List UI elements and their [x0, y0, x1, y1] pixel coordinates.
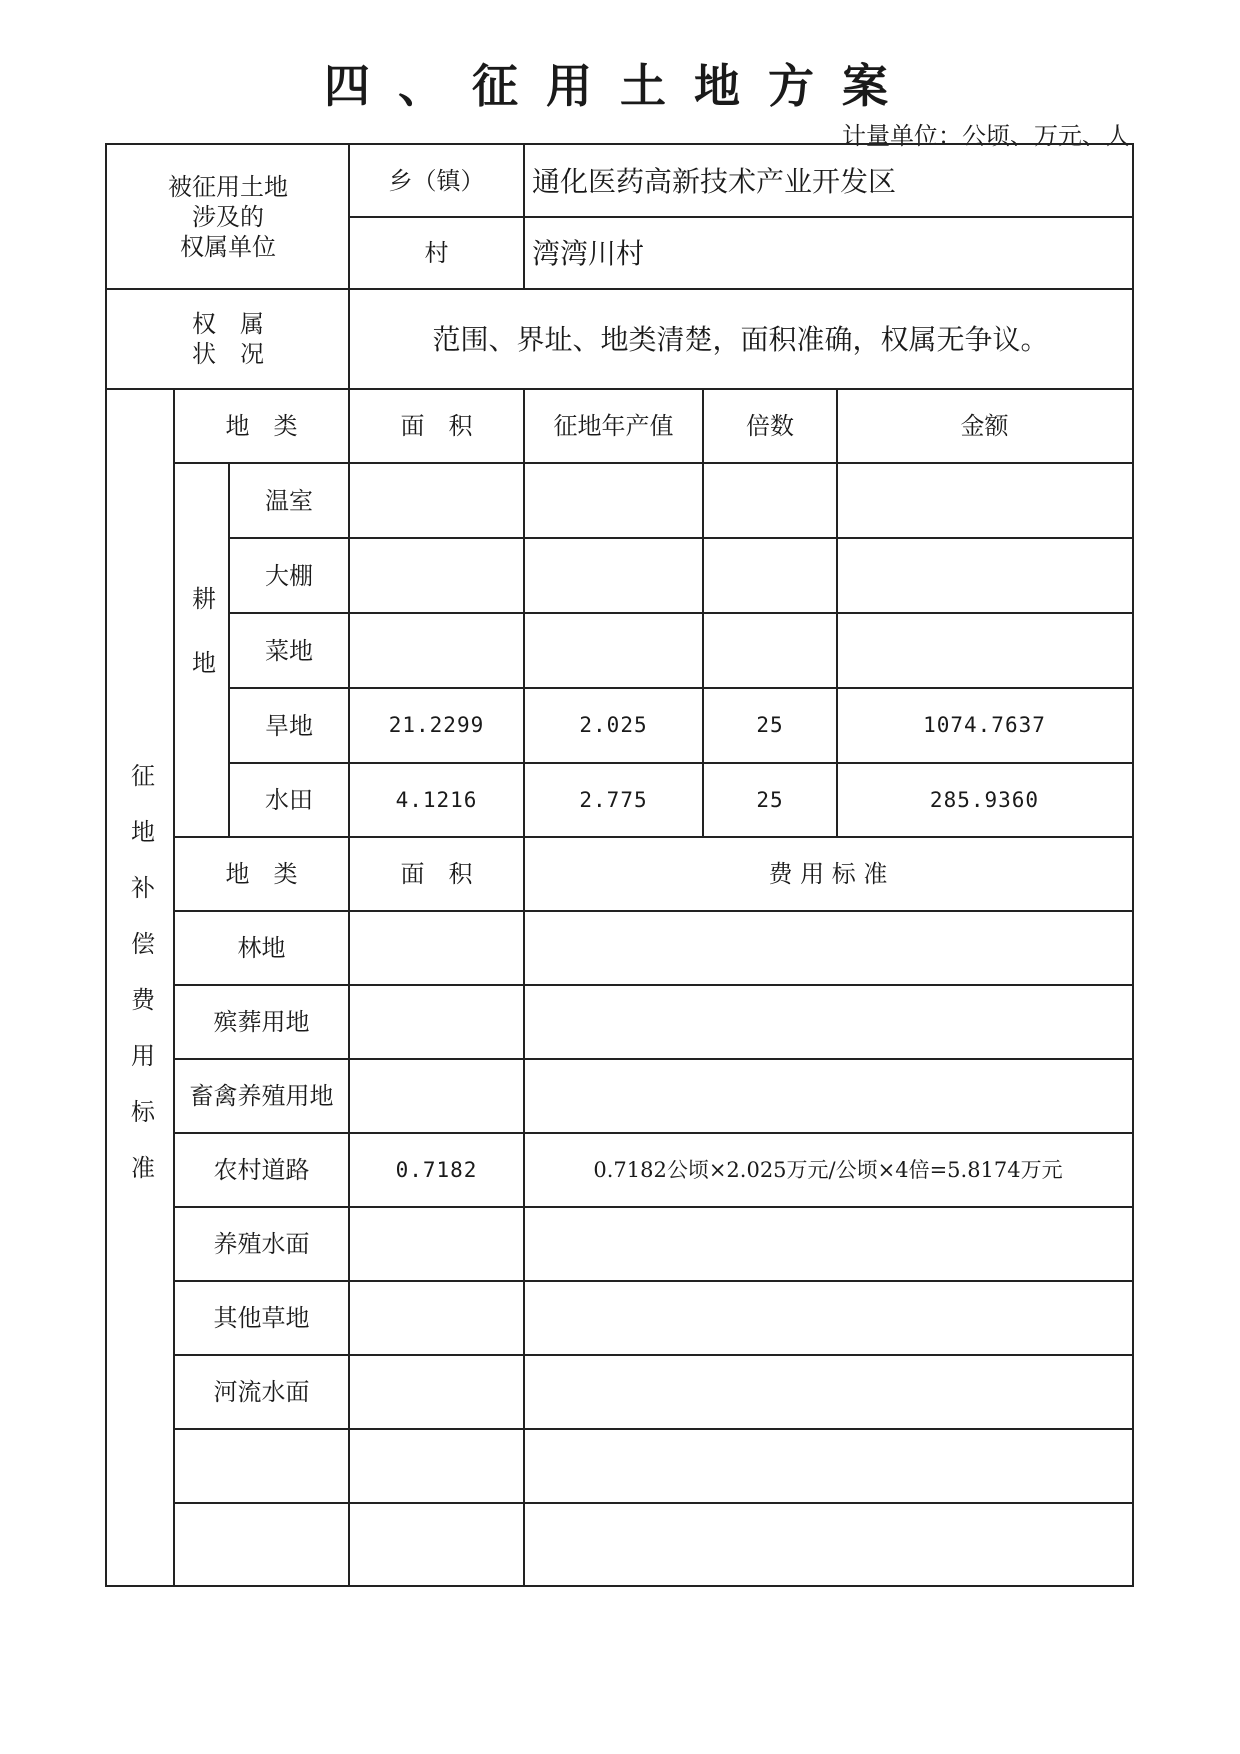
- t2-header-standard: 费 用 标 准: [768, 860, 888, 888]
- t2-row-standard: [524, 1207, 1132, 1281]
- t1-row-type: 旱地: [265, 711, 313, 740]
- t2-row-type: 林地: [237, 934, 286, 962]
- t1-row-type: 水田: [265, 786, 313, 814]
- township-value: 通化医药高新技术产业开发区: [532, 164, 897, 198]
- ownership-status-label: [107, 289, 349, 389]
- t1-row-type: 大棚: [265, 561, 313, 590]
- village-value: 湾湾川村: [532, 236, 645, 270]
- t1-row-amount: [837, 538, 1132, 613]
- compensation-section-label: [107, 389, 174, 1585]
- t2-row-standard: 0.7182公顷×2.025万元/公顷×4倍=5.8174万元: [593, 1157, 1063, 1182]
- t1-row-type: 温室: [265, 486, 313, 515]
- ownership-status-label-line2: 状 况: [192, 340, 264, 368]
- t2-row-type: 河流水面: [213, 1378, 310, 1406]
- t1-row-type: 菜地: [265, 636, 313, 665]
- t1-header-annual-value: 征地年产值: [553, 412, 674, 440]
- t1-row-area: 21.2299: [388, 713, 485, 738]
- t1-row-multiple: [703, 538, 837, 613]
- t1-header-type: 地 类: [225, 412, 298, 440]
- page-title: 四、征用土地方案: [324, 59, 916, 113]
- t2-row-standard: [524, 1059, 1132, 1133]
- t2-row-area: [349, 911, 524, 985]
- t2-row-area: 0.7182: [395, 1157, 478, 1182]
- t2-row-type: 其他草地: [213, 1304, 310, 1332]
- township-label: 乡（镇）: [388, 167, 485, 195]
- ownership-unit-label: [107, 145, 349, 289]
- t2-row-type: 畜禽养殖用地: [189, 1082, 334, 1110]
- t1-row-annual-value: [524, 463, 703, 538]
- t1-row-area: [349, 613, 524, 688]
- t1-row-annual-value: [524, 613, 703, 688]
- land-acquisition-table: [105, 143, 1134, 1587]
- unit-note: 计量单位：公顷、万元、人: [842, 122, 1130, 150]
- t1-row-annual-value: 2.025: [579, 713, 648, 738]
- t1-row-multiple: [703, 613, 837, 688]
- t1-row-annual-value: 2.775: [579, 787, 648, 812]
- t1-row-area: [349, 463, 524, 538]
- t2-row-type: 殡葬用地: [213, 1008, 310, 1036]
- t1-row-area: 4.1216: [395, 787, 478, 812]
- t2-row-area: [349, 1207, 524, 1281]
- t2-row-standard: [524, 911, 1132, 985]
- t2-row-type: 农村道路: [213, 1156, 310, 1184]
- t1-row-amount: [837, 613, 1132, 688]
- t2-row-standard: [524, 1281, 1132, 1355]
- t1-row-multiple: [703, 463, 837, 538]
- cultivated-land-label-text: 耕地: [187, 586, 216, 714]
- ownership-status-value: 范围、界址、地类清楚，面积准确，权属无争议。: [432, 322, 1049, 356]
- t2-row-type: 养殖水面: [213, 1230, 310, 1258]
- t1-row-amount: 1074.7637: [923, 713, 1046, 738]
- t2-row-area: [349, 1059, 524, 1133]
- t1-header-amount: 金额: [960, 412, 1009, 440]
- t2-row-standard: [524, 985, 1132, 1059]
- t2-header-type: 地 类: [225, 860, 298, 888]
- t2-row-area: [349, 985, 524, 1059]
- cultivated-land-label: [174, 463, 229, 837]
- t1-row-annual-value: [524, 538, 703, 613]
- t1-row-amount: [837, 463, 1132, 538]
- t1-header-area: 面 积: [400, 412, 473, 440]
- compensation-section-label-text: 征地补偿费用标准: [126, 763, 155, 1211]
- ownership-status-label-line1: 权 属: [192, 310, 264, 338]
- ownership-unit-label-line1: 被征用土地: [168, 173, 288, 201]
- t1-row-multiple: 25: [756, 787, 784, 812]
- ownership-unit-label-line2: 涉及的: [192, 203, 264, 231]
- t2-row-area: [349, 1355, 524, 1429]
- t2-row-area: [349, 1281, 524, 1355]
- ownership-unit-label-line3: 权属单位: [180, 233, 276, 261]
- village-label: 村: [424, 239, 449, 267]
- t1-row-area: [349, 538, 524, 613]
- t1-header-multiple: 倍数: [746, 412, 794, 440]
- t1-row-multiple: 25: [756, 713, 784, 738]
- t2-row-standard: [524, 1355, 1132, 1429]
- t2-header-area: 面 积: [400, 860, 473, 888]
- t1-row-amount: 285.9360: [929, 787, 1040, 812]
